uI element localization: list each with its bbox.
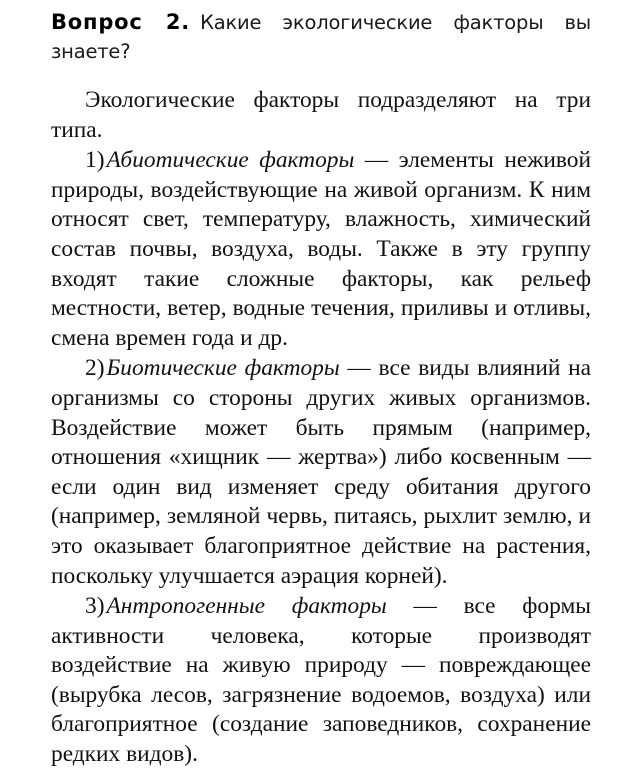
- question-label: Вопрос 2.: [51, 10, 191, 34]
- item-text: — все формы активности человека, которые производят воздействие на живую природу — повреждающее (вырубка лесов, загрязнение водоемов, воздуха) или благоприятное (создание заповедников, сохранение редких видов).: [51, 593, 591, 768]
- item-text: — все виды влияний на организмы со стороны других живых организмов. Воздействие может быть прямым (например, отношения «хищник — жертва») либо косвенным — если один вид изменяет среду обитания другого (например, земляной червь, питаясь, рыхлит землю, и это оказывает благоприятное действие на растения, поскольку улучшается аэрация корней).: [51, 355, 591, 589]
- item-term: Абиотические факторы: [106, 147, 355, 174]
- question-text: Какие экологические факторы вы знаете?: [51, 11, 591, 63]
- answer-intro: Экологические факторы подразделяют на три типа.: [51, 87, 591, 143]
- item-term: Биотические факторы: [106, 355, 340, 382]
- factor-item-anthropogenic: [51, 592, 591, 770]
- item-number: 3): [85, 593, 105, 620]
- item-number: 1): [85, 147, 105, 174]
- answer-block: [51, 86, 591, 770]
- factor-item-biotic: [51, 354, 591, 591]
- item-text: — элементы неживой природы, воздействующие на живой организм. К ним относят свет, температуру, влажность, химический состав почвы, воздуха, воды. Также в эту группу входят такие сложные факторы, как рельеф местности, ветер, водные течения, приливы и отливы, смена времен года и др.: [51, 147, 592, 351]
- item-term: Антропогенные факторы: [106, 593, 387, 620]
- item-number: 2): [85, 355, 105, 382]
- textbook-page: [51, 8, 591, 771]
- factor-item-abiotic: [51, 146, 591, 353]
- question-block: [51, 8, 591, 66]
